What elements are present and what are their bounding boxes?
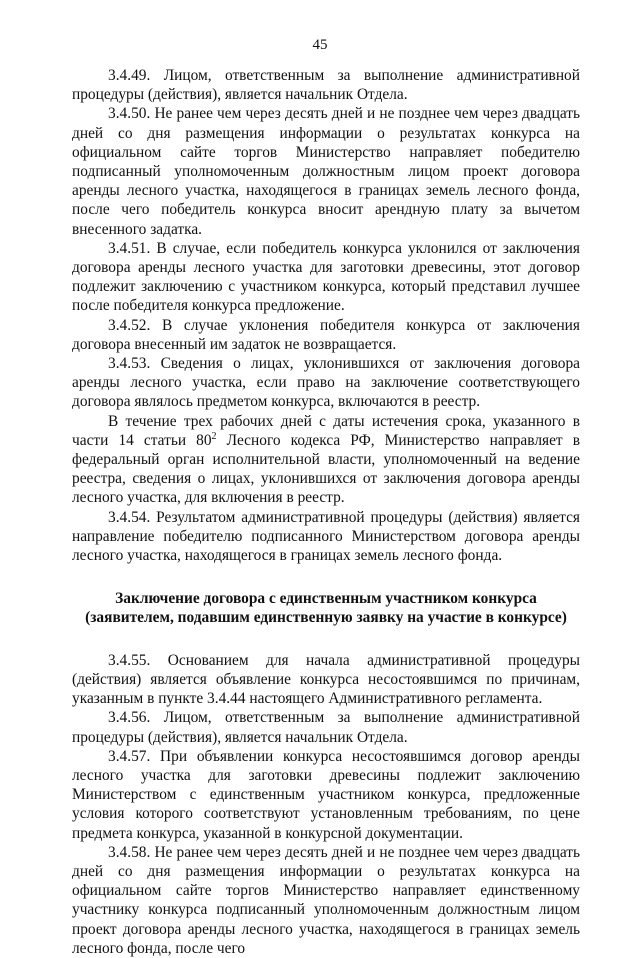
paragraph-3-4-51: 3.4.51. В случае, если победитель конкурса уклонился от заключения договора аренды лесного участка для заготовки древесины, этот договор подлежит заключению с участником конкурса, который представил лучшее после победителя конкурса предложение. [72,239,580,315]
section-heading-line-2: (заявителем, подавшим единственную заявку на участие в конкурсе) [85,609,567,627]
paragraph-3-4-54: 3.4.54. Результатом административной процедуры (действия) является направление победителю подписанного Министерством договора аренды лесного участка, находящегося в границах земель лесного фонда. [72,508,580,565]
section-heading-line-1: Заключение договора с единственным участником конкурса [115,590,537,608]
paragraph-3-4-55: 3.4.55. Основанием для начала административной процедуры (действия) является объявление конкурса несостоявшимся по причинам, указанным в пункте 3.4.44 настоящего Административного регламента. [72,651,580,708]
paragraph-registry-transfer-part-b: Лесного кодекса РФ, Министерство направляет в федеральный орган исполнительной власти, уполномоченный на ведение реестра, сведения о лицах, уклонившихся от заключения договора аренды лесного участка, для включения в реестр. [72,431,580,507]
page-number: 45 [312,37,328,53]
page-content [72,66,580,958]
paragraph-3-4-52: 3.4.52. В случае уклонения победителя конкурса от заключения договора внесенный им задаток не возвращается. [72,316,580,353]
paragraph-registry-transfer [72,412,580,508]
paragraph-3-4-49: 3.4.49. Лицом, ответственным за выполнение административной процедуры (действия), является начальник Отдела. [72,67,580,104]
paragraph-3-4-57: 3.4.57. При объявлении конкурса несостоявшимся договор аренды лесного участка для заготовки древесины подлежит заключению Министерством с единственным участником конкурса, предложенные условия которого соответствуют установленным требованиям, по цене предмета конкурса, указанной в конкурсной документации. [72,747,580,842]
paragraph-registry-transfer-part-a: В течение трех рабочих дней с даты истечения срока, указанного в части 14 статьи 80 [72,412,580,449]
section-heading [72,589,580,627]
paragraph-3-4-58: 3.4.58. Не ранее чем через десять дней и не позднее чем через двадцать дней со дня размещения информации о результатах конкурса на официальном сайте торгов Министерство направляет единственному участнику конкурса подписанный уполномоченным должностным лицом проект договора аренды лесного участка, находящегося в границах земель лесного фонда, после чего [72,843,580,957]
paragraph-3-4-53: 3.4.53. Сведения о лицах, уклонившихся от заключения договора аренды лесного участка, если право на заключение соответствующего договора являлось предметом конкурса, включаются в реестр. [72,355,580,411]
article-superscript: 2 [211,430,217,442]
paragraph-3-4-56: 3.4.56. Лицом, ответственным за выполнение административной процедуры (действия), является начальник Отдела. [72,709,580,746]
paragraph-3-4-50: 3.4.50. Не ранее чем через десять дней и не позднее чем через двадцать дней со дня размещения информации о результатах конкурса на официальном сайте торгов Министерство направляет победителю подписанный уполномоченным должностным лицом проект договора аренды лесного участка, находящегося в границах земель лесного фонда, после чего победитель конкурса вносит арендную плату за вычетом внесенного задатка. [72,105,580,238]
